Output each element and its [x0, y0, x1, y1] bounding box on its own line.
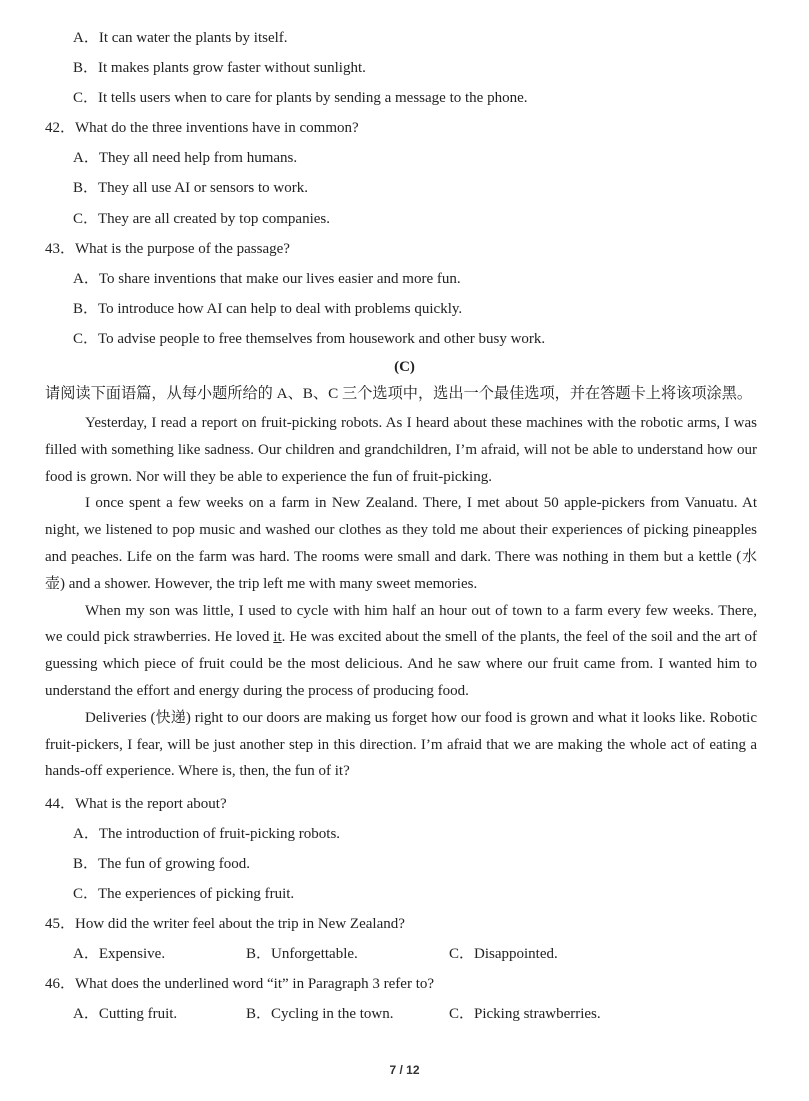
- q46-option-b: B．Cycling in the town.: [246, 1006, 394, 1022]
- q41-option-a: A．It can water the plants by itself.: [73, 30, 288, 46]
- q44-option-b: B．The fun of growing food.: [73, 856, 251, 872]
- q43-stem: 43．What is the purpose of the passage?: [45, 241, 290, 257]
- q45-stem: 45．How did the writer feel about the trip in New Zealand?: [45, 916, 405, 932]
- q45-option-c: C．Disappointed.: [449, 946, 558, 962]
- q43-option-a: A．To share inventions that make our lives easier and more fun.: [73, 271, 461, 287]
- paragraph-3-start: When my son was little, I used to cycle with him half an hour out of town to a farm every few weeks. There, we could pick strawberries. He loved: [45, 602, 757, 646]
- q45-option-a: A．Expensive.: [73, 946, 166, 962]
- q44-option-a: A．The introduction of fruit-picking robots.: [73, 826, 341, 842]
- q46-option-a: A．Cutting fruit.: [73, 1006, 178, 1022]
- q42-option-c: C．They are all created by top companies.: [73, 211, 330, 227]
- q44-stem: 44．What is the report about?: [45, 796, 227, 812]
- section-title: (C): [394, 359, 415, 375]
- paragraph-3-end: . He was excited about the smell of the plants, the feel of the soil and the art of guessing which piece of fruit could be the most delicious. And he saw where our fruit came from. I wanted him to understand the effort and energy during the process of producing food.: [45, 629, 757, 699]
- section-instructions: 请阅读下面语篇，从每小题所给的 A、B、C 三个选项中，选出一个最佳选项，并在答题卡上将该项涂黑。: [45, 385, 753, 402]
- underlined-word-it: it: [273, 629, 282, 646]
- q46-stem: 46．What does the underlined word “it” in Paragraph 3 refer to?: [45, 976, 435, 992]
- q46-option-c: C．Picking strawberries.: [449, 1006, 601, 1022]
- page-number: 7 / 12: [389, 1063, 420, 1077]
- passage-paragraph-3: [45, 598, 757, 705]
- q45-option-b: B．Unforgettable.: [246, 946, 358, 962]
- q44-option-c: C．The experiences of picking fruit.: [73, 886, 295, 902]
- q42-stem: 42．What do the three inventions have in common?: [45, 120, 359, 136]
- passage-paragraph-1: Yesterday, I read a report on fruit-picking robots. As I heard about these machines with the robotic arms, I was filled with something like sadness. Our children and grandchildren, I’m afraid, will not be able to understand how our food is grown. Nor will they be able to experience the fun of fruit-picking.: [45, 415, 757, 485]
- q42-option-b: B．They all use AI or sensors to work.: [73, 180, 308, 196]
- passage-paragraph-4: Deliveries (快递) right to our doors are making us forget how our food is grown and what it looks like. Robotic fruit-pickers, I fear, will be just another step in this direction. I’m afraid that we are making the whole act of eating a hands-off experience. Where is, then, the fun of it?: [45, 709, 757, 780]
- q41-option-c: C．It tells users when to care for plants by sending a message to the phone.: [73, 90, 528, 106]
- reading-passage: [45, 410, 757, 785]
- q43-option-b: B．To introduce how AI can help to deal with problems quickly.: [73, 301, 463, 317]
- q42-option-a: A．They all need help from humans.: [73, 150, 298, 166]
- passage-paragraph-2: I once spent a few weeks on a farm in New Zealand. There, I met about 50 apple-pickers from Vanuatu. At night, we listened to pop music and washed our clothes as they told me about their experiences of picking pineapples and peaches. Life on the farm was hard. The rooms were small and dark. There was nothing in them but a kettle (水壶) and a shower. However, the trip left me with many sweet memories.: [45, 495, 757, 592]
- q43-option-c: C．To advise people to free themselves from housework and other busy work.: [73, 331, 546, 347]
- q41-option-b: B．It makes plants grow faster without sunlight.: [73, 60, 366, 76]
